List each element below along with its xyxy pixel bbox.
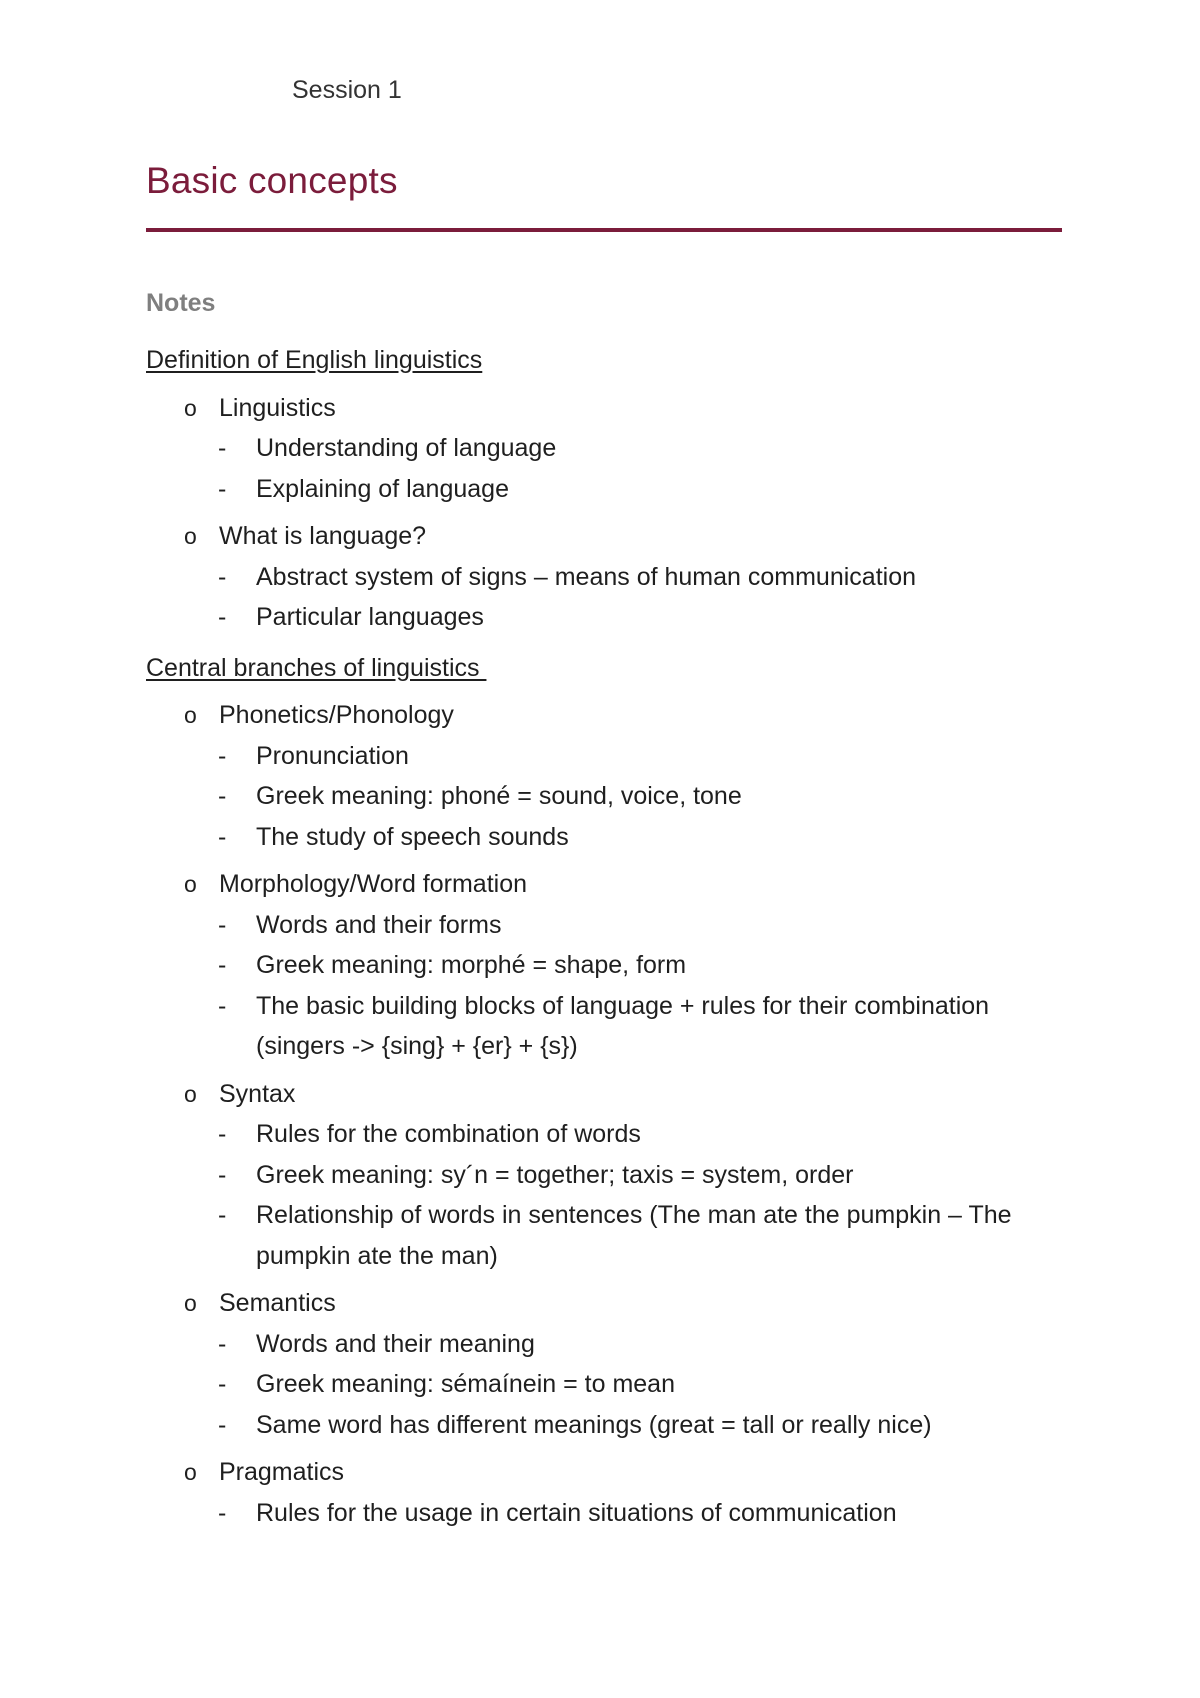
dash-bullet-icon: - bbox=[218, 1160, 227, 1189]
list-item bbox=[146, 736, 1076, 777]
list-item bbox=[146, 1324, 1076, 1365]
section-heading: Central branches of linguistics bbox=[146, 653, 487, 682]
list-item-text: The study of speech sounds bbox=[256, 822, 569, 851]
circle-bullet-icon: o bbox=[184, 394, 197, 421]
list-item bbox=[146, 557, 1076, 598]
topic-label: Phonetics/Phonology bbox=[219, 701, 454, 729]
title-divider bbox=[146, 228, 1062, 232]
list-item-text: Greek meaning: sémaínein = to mean bbox=[256, 1370, 675, 1398]
dash-bullet-icon: - bbox=[218, 1201, 227, 1229]
circle-bullet-icon: o bbox=[184, 1080, 197, 1107]
topic-label: Pragmatics bbox=[219, 1458, 345, 1486]
list-item-text: Pronunciation bbox=[256, 741, 409, 770]
notes-label: Notes bbox=[146, 289, 216, 317]
topic-item bbox=[146, 1452, 1076, 1533]
dash-bullet-icon: - bbox=[218, 434, 227, 462]
circle-bullet-icon: o bbox=[184, 523, 197, 549]
list-item bbox=[146, 1405, 1076, 1446]
section-heading: Definition of English linguistics bbox=[146, 346, 483, 374]
dash-bullet-icon: - bbox=[218, 1410, 227, 1439]
topic-item bbox=[146, 516, 1076, 638]
notes-section bbox=[146, 648, 1076, 1534]
list-item-text: The basic building blocks of language + rules for their combination (singers -> {sing} + {er} + {s}) bbox=[256, 991, 990, 1060]
dash-bullet-icon: - bbox=[218, 603, 227, 631]
dash-bullet-icon: - bbox=[218, 741, 227, 770]
page-title: Basic concepts bbox=[146, 160, 398, 201]
list-item-text: Explaining of language bbox=[256, 474, 509, 503]
list-item-text: Abstract system of signs – means of human communication bbox=[256, 562, 917, 591]
list-item bbox=[146, 817, 1076, 858]
list-item bbox=[146, 1155, 1076, 1196]
topic-label: Morphology/Word formation bbox=[219, 870, 528, 898]
circle-bullet-icon: o bbox=[184, 1290, 197, 1316]
list-item-text: Same word has different meanings (great = tall or really nice) bbox=[256, 1410, 932, 1439]
topic-label: Semantics bbox=[219, 1289, 336, 1317]
topic-label: Linguistics bbox=[219, 393, 336, 422]
list-item-text: Rules for the combination of words bbox=[256, 1120, 641, 1148]
notes-section bbox=[146, 340, 1076, 638]
circle-bullet-icon: o bbox=[184, 702, 197, 728]
list-item bbox=[146, 945, 1076, 986]
list-item bbox=[146, 1195, 1076, 1276]
list-item bbox=[146, 469, 1076, 510]
list-item bbox=[146, 428, 1076, 469]
topic-label: What is language? bbox=[219, 522, 427, 550]
notes-content bbox=[146, 340, 1076, 1533]
list-item-text: Greek meaning: morphé = shape, form bbox=[256, 951, 687, 979]
dash-bullet-icon: - bbox=[218, 1329, 227, 1358]
topic-item bbox=[146, 695, 1076, 857]
list-item-text: Greek meaning: sy´n = together; taxis = system, order bbox=[256, 1160, 854, 1189]
list-item-text: Understanding of language bbox=[256, 434, 557, 462]
topic-item bbox=[146, 864, 1076, 1067]
list-item bbox=[146, 986, 1076, 1067]
list-item bbox=[146, 1493, 1076, 1534]
dash-bullet-icon: - bbox=[218, 991, 227, 1020]
list-item-text: Relationship of words in sentences (The man ate the pumpkin – The pumpkin ate the man) bbox=[256, 1201, 1012, 1270]
list-item-text: Words and their meaning bbox=[256, 1329, 535, 1358]
list-item bbox=[146, 1364, 1076, 1405]
topic-item bbox=[146, 388, 1076, 510]
dash-bullet-icon: - bbox=[218, 1120, 227, 1148]
dash-bullet-icon: - bbox=[218, 1498, 227, 1527]
list-item bbox=[146, 597, 1076, 638]
list-item-text: Greek meaning: phoné = sound, voice, tone bbox=[256, 782, 742, 810]
dash-bullet-icon: - bbox=[218, 822, 227, 851]
dash-bullet-icon: - bbox=[218, 562, 227, 591]
topic-item bbox=[146, 1283, 1076, 1445]
circle-bullet-icon: o bbox=[184, 1459, 197, 1485]
dash-bullet-icon: - bbox=[218, 474, 227, 503]
dash-bullet-icon: - bbox=[218, 951, 227, 979]
list-item-text: Words and their forms bbox=[256, 910, 502, 939]
list-item bbox=[146, 905, 1076, 946]
list-item bbox=[146, 776, 1076, 817]
dash-bullet-icon: - bbox=[218, 782, 227, 810]
list-item-text: Rules for the usage in certain situations of communication bbox=[256, 1498, 897, 1527]
session-header: Session 1 bbox=[292, 76, 402, 104]
dash-bullet-icon: - bbox=[218, 1370, 227, 1398]
topic-label: Syntax bbox=[219, 1079, 296, 1108]
circle-bullet-icon: o bbox=[184, 871, 197, 897]
dash-bullet-icon: - bbox=[218, 910, 227, 939]
list-item-text: Particular languages bbox=[256, 603, 484, 631]
list-item bbox=[146, 1114, 1076, 1155]
topic-item bbox=[146, 1074, 1076, 1277]
